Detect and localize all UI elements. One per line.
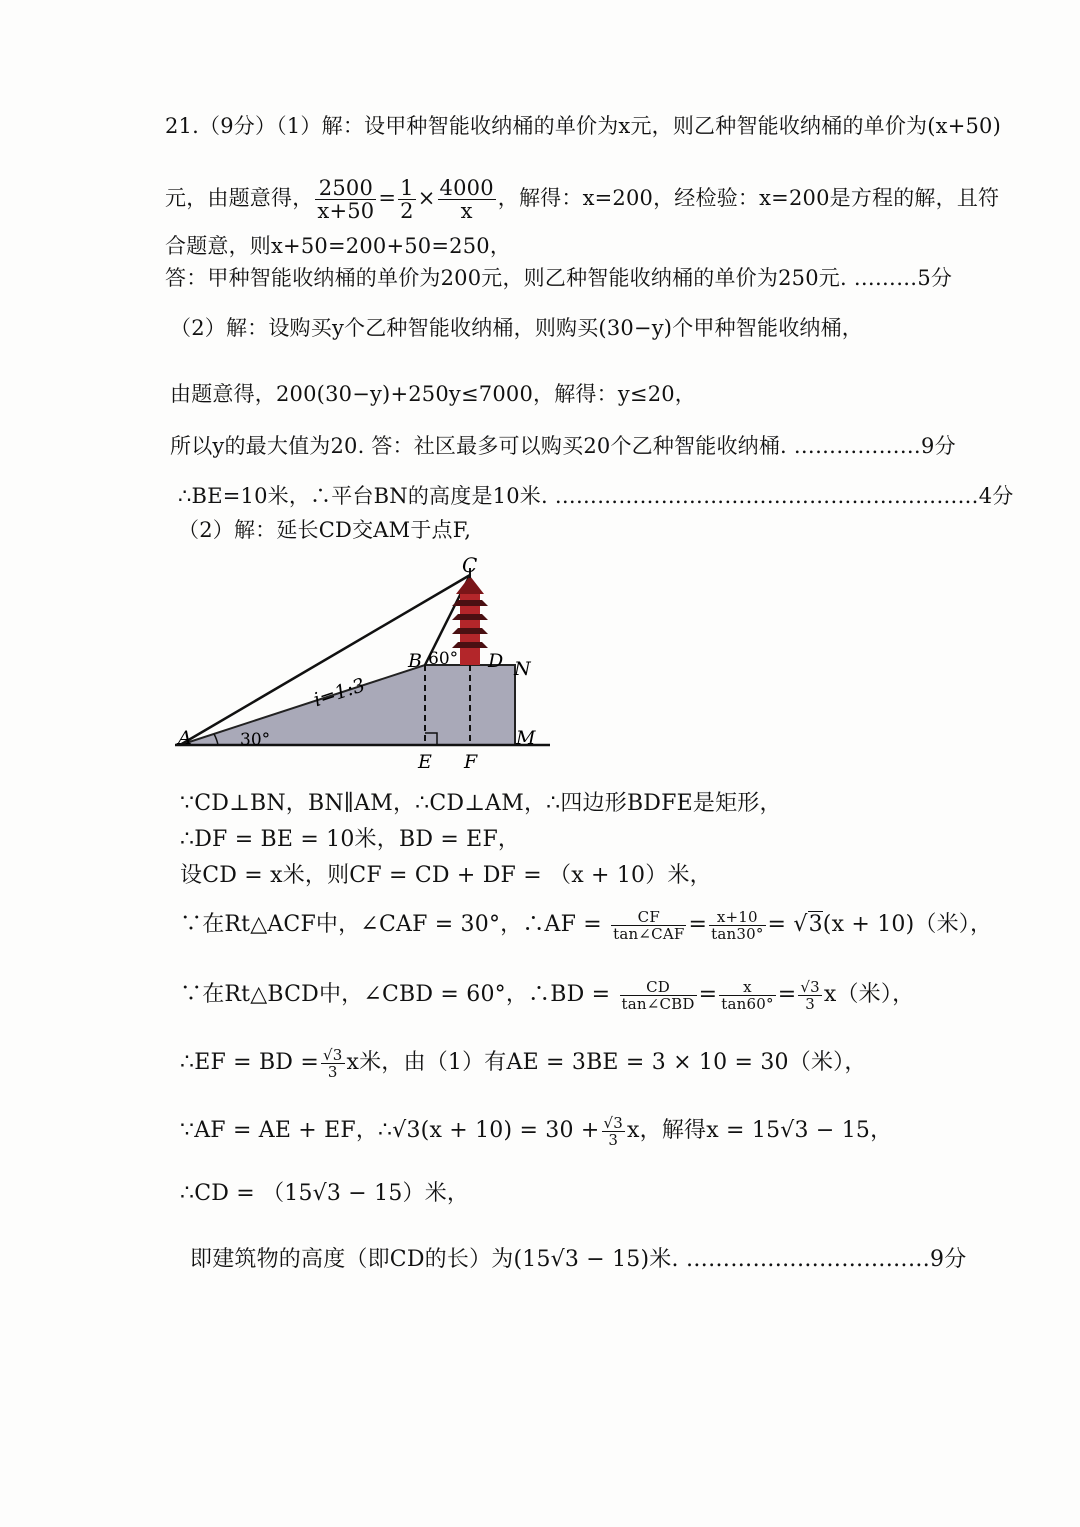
fraction-numerator: √3 <box>603 1113 624 1132</box>
text-segment: ∵在Rt△BCD中，∠CBD = 60°，∴BD = <box>180 982 611 1007</box>
label-m: M <box>516 727 536 749</box>
solution-line-7 <box>180 1106 892 1156</box>
fraction-denominator: 3 <box>805 994 815 1013</box>
fraction-cf-over-tan <box>611 909 686 942</box>
fraction-numerator: CF <box>611 909 686 926</box>
label-a: A <box>178 727 192 749</box>
fraction-numerator: CD <box>620 979 697 996</box>
equation-prefix: 元，由题意得， <box>165 186 314 210</box>
solution-line-8: ∴CD = （15√3 − 15）米， <box>180 1181 470 1206</box>
fraction-numerator: √3 <box>322 1045 343 1064</box>
label-e: E <box>418 751 432 773</box>
fraction-numerator: x <box>719 979 775 996</box>
check-line: 合题意，则x+50=200+50=250， <box>165 234 512 258</box>
answer-line-1: 答：甲种智能收纳桶的单价为200元，则乙种智能收纳桶的单价为250元. ………5分 <box>165 266 953 290</box>
fraction-cd-over-tan <box>620 979 697 1012</box>
text-segment: ∵AF = AE + EF，∴√3(x + 10) = 30 + <box>180 1118 600 1143</box>
fraction-denominator: 3 <box>327 1062 338 1081</box>
label-angle-30: 30° <box>240 730 271 750</box>
label-b: B <box>408 650 422 672</box>
inequality-line: 由题意得，200(30−y)+250y≤7000，解得：y≤20， <box>170 382 697 406</box>
fraction-denominator: x+50 <box>317 199 375 223</box>
q21-intro-line: 21.（9分）（1）解：设甲种智能收纳桶的单价为x元，则乙种智能收纳桶的单价为(x+50) <box>165 114 1002 138</box>
label-f: F <box>464 751 478 773</box>
platform-shape <box>180 665 515 745</box>
fraction-numerator: 4000 <box>439 176 494 200</box>
text-segment: x米，由（1）有AE = 3BE = 3 × 10 = 30（米）， <box>346 1050 867 1075</box>
label-angle-60: 60° <box>428 649 459 669</box>
text-segment: ∵在Rt△ACF中，∠CAF = 30°，∴AF = <box>180 912 602 937</box>
fraction-denominator: 3 <box>608 1130 619 1149</box>
geometry-figure <box>170 550 570 780</box>
equals-sign: = <box>698 982 718 1007</box>
text-segment: (x + 10)（米）， <box>822 912 993 937</box>
equals-sign: = <box>378 186 397 210</box>
solution-line-3: 设CD = x米，则CF = CD + DF = （x + 10）米， <box>180 863 712 888</box>
equation-line <box>165 168 999 228</box>
fraction-root3-over-3 <box>321 1047 345 1080</box>
fraction-half <box>398 177 416 222</box>
equals-sign: = <box>767 912 787 937</box>
text-segment: x（米）， <box>823 982 915 1007</box>
fraction-denominator: x <box>460 199 473 223</box>
text-segment: ∴EF = BD = <box>180 1050 319 1075</box>
fraction-denominator: tan30° <box>711 924 764 943</box>
equals-sign: = <box>688 912 708 937</box>
fraction-numerator: √3 <box>800 977 820 996</box>
times-sign: × <box>417 186 436 210</box>
fraction-denominator: tan60° <box>721 994 774 1013</box>
label-slope: i=1:3 <box>310 674 368 712</box>
sqrt-radicand: 3 <box>808 912 823 937</box>
fraction-x-over-tan60 <box>719 979 775 1012</box>
fraction-root3-over-3 <box>798 979 822 1012</box>
solution-line-5 <box>180 970 914 1020</box>
label-d: D <box>488 650 504 672</box>
part2-intro-line: （2）解：设购买y个乙种智能收纳桶，则购买(30−y)个甲种智能收纳桶， <box>170 316 863 340</box>
solution-line-1: ∵CD⊥BN，BN∥AM，∴CD⊥AM，∴四边形BDFE是矩形， <box>180 791 782 816</box>
fraction-numerator: 2500 <box>315 177 376 200</box>
fraction-numerator: x+10 <box>709 909 765 926</box>
solution-line-4: ∵在Rt△ACF中，∠CAF = 30°，∴AF = $\frac{CF}{\text{tan∠CAF}}$ = $\frac{x+10}{\tan 30^\circ}$ = √3(x + 10)（米）， <box>180 907 993 943</box>
extend-cd-line: （2）解：延长CD交AM于点F, <box>178 518 472 542</box>
equation-suffix: ，解得：x=200，经检验：x=200是方程的解，且符 <box>497 186 1000 210</box>
text-segment: x，解得x = 15√3 − 15， <box>627 1118 893 1143</box>
label-c: C <box>462 553 478 577</box>
fraction-root3-over-3 <box>602 1115 626 1148</box>
fraction-denominator: 2 <box>400 199 414 223</box>
equals-sign: = <box>777 982 797 1007</box>
solution-line-6 <box>180 1038 867 1088</box>
answer-line-2: 所以y的最大值为20. 答：社区最多可以购买20个乙种智能收纳桶. ………………9分 <box>170 434 956 458</box>
fraction-2500 <box>315 177 376 222</box>
be-result-line: ∴BE=10米，∴平台BN的高度是10米. ……………………………………………………4分 <box>178 484 1014 508</box>
fraction-denominator: tan∠CAF <box>613 924 685 943</box>
fraction-x10-over-tan30 <box>709 909 765 942</box>
fraction-numerator: 1 <box>400 176 414 200</box>
fraction-4000 <box>438 177 496 222</box>
fraction-denominator: tan∠CBD <box>621 994 695 1013</box>
label-n: N <box>514 658 531 680</box>
solution-line-2: ∴DF = BE = 10米，BD = EF， <box>180 827 521 852</box>
final-answer-line: 即建筑物的高度（即CD的长）为(15√3 − 15)米. ……………………………9分 <box>190 1247 967 1272</box>
